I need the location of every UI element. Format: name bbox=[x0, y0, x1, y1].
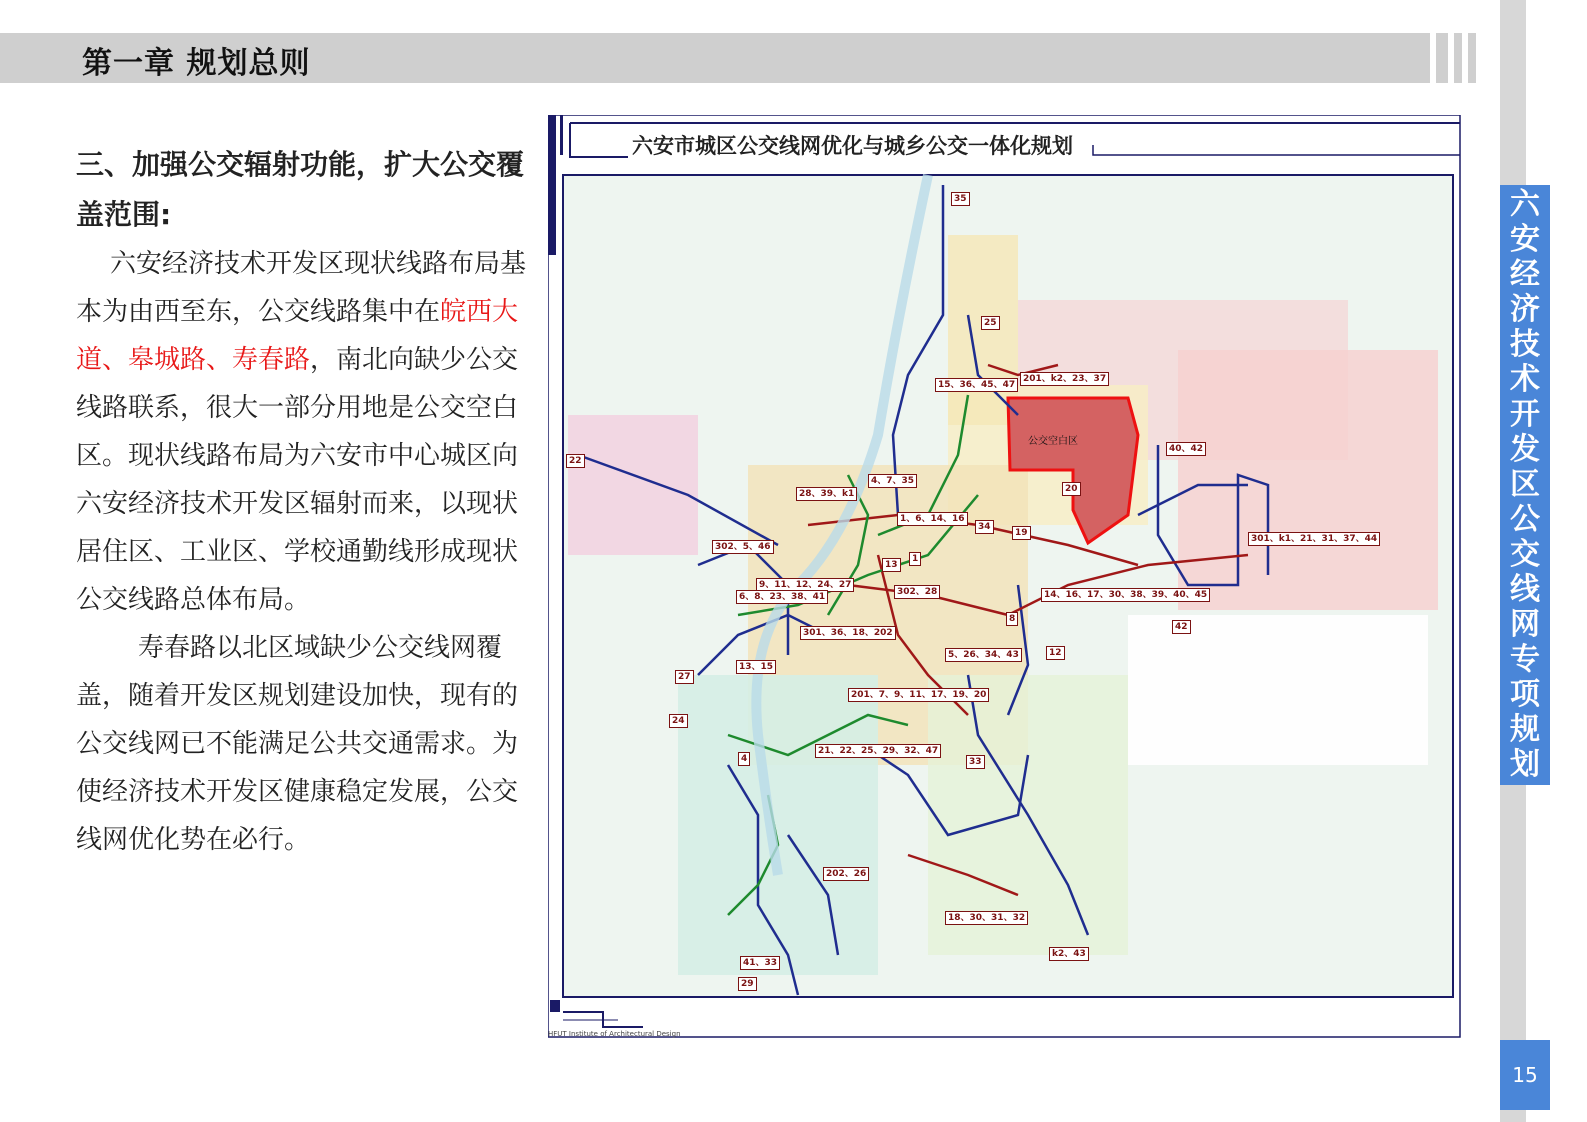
route-label: 21、22、25、29、32、47 bbox=[815, 744, 941, 758]
route-label: 29 bbox=[738, 977, 757, 991]
route-label: 40、42 bbox=[1166, 442, 1206, 456]
sidebar-title-char: 线 bbox=[1510, 572, 1540, 607]
map-title: 六安市城区公交线网优化与城乡公交一体化规划 bbox=[632, 134, 1073, 158]
highlight-roads: 皖西大道、皋城路、寿春路 bbox=[76, 297, 519, 375]
route-label: 201、7、9、11、17、19、20 bbox=[848, 688, 989, 702]
header-stripe bbox=[1454, 33, 1462, 83]
sidebar-title-char: 术 bbox=[1510, 362, 1540, 397]
sidebar-title-char: 技 bbox=[1510, 327, 1540, 362]
sidebar-title-char: 规 bbox=[1510, 712, 1540, 747]
route-label: 13、15 bbox=[736, 660, 776, 674]
map-credit: HFUT Institute of Architectural Design bbox=[548, 1030, 681, 1038]
route-label: 28、39、k1 bbox=[796, 487, 857, 501]
header-stripe bbox=[1468, 33, 1476, 83]
map-canvas bbox=[548, 115, 1473, 1040]
sidebar-vertical-title bbox=[1500, 187, 1550, 782]
bus-network-map bbox=[548, 115, 1473, 1040]
route-label: 202、26 bbox=[823, 867, 869, 881]
route-label: 24 bbox=[669, 714, 688, 728]
route-label: 301、36、18、202 bbox=[800, 626, 896, 640]
sidebar-title-char: 划 bbox=[1510, 747, 1540, 782]
route-label: 42 bbox=[1172, 620, 1191, 634]
sidebar-title-char: 济 bbox=[1510, 292, 1540, 327]
sidebar-title-char: 交 bbox=[1510, 537, 1540, 572]
paragraph-2: 寿春路以北区域缺少公交线网覆盖，随着开发区规划建设加快，现有的公交线网已不能满足公共交通需求。为使经济技术开发区健康稳定发展，公交线网优化势在必行。 bbox=[76, 633, 519, 855]
route-label: 302、5、46 bbox=[712, 540, 774, 554]
route-label: k2、43 bbox=[1049, 947, 1089, 961]
route-label: 6、8、23、38、41 bbox=[736, 590, 828, 604]
sidebar-title-char: 开 bbox=[1510, 397, 1540, 432]
sidebar-title-char: 项 bbox=[1510, 677, 1540, 712]
route-label: 1 bbox=[909, 552, 921, 566]
route-label: 18、30、31、32 bbox=[945, 911, 1028, 925]
sidebar-title-char: 区 bbox=[1510, 467, 1540, 502]
section-heading: 三、加强公交辐射功能，扩大公交覆盖范围: bbox=[76, 148, 525, 231]
route-label: 35 bbox=[951, 192, 970, 206]
body-text bbox=[76, 140, 538, 864]
route-label: 13 bbox=[882, 558, 901, 572]
route-label: 302、28 bbox=[894, 585, 940, 599]
route-label: 20 bbox=[1062, 482, 1081, 496]
sidebar-title-char: 公 bbox=[1510, 502, 1540, 537]
route-label: 22 bbox=[566, 454, 585, 468]
route-label: 15、36、45、47 bbox=[935, 378, 1018, 392]
sidebar-title-char: 网 bbox=[1510, 607, 1540, 642]
route-label: 301、k1、21、31、37、44 bbox=[1248, 532, 1380, 546]
route-label: 25 bbox=[981, 316, 1000, 330]
route-label: 14、16、17、30、38、39、40、45 bbox=[1041, 588, 1210, 602]
route-label: 34 bbox=[975, 520, 994, 534]
page-number: 15 bbox=[1500, 1040, 1550, 1110]
route-label: 19 bbox=[1012, 526, 1031, 540]
sidebar-title-char: 安 bbox=[1510, 222, 1540, 257]
header-stripe bbox=[1436, 33, 1448, 83]
route-label: 1、6、14、16 bbox=[897, 512, 968, 526]
route-label: 12 bbox=[1046, 646, 1065, 660]
sidebar-title-char: 六 bbox=[1510, 187, 1540, 222]
route-label: 8 bbox=[1006, 612, 1018, 626]
route-label: 4、7、35 bbox=[868, 474, 917, 488]
route-label: 9、11、12、24、27 bbox=[756, 578, 854, 592]
route-label: 5、26、34、43 bbox=[945, 648, 1022, 662]
sidebar-title-char: 发 bbox=[1510, 432, 1540, 467]
route-label: 201、k2、23、37 bbox=[1020, 372, 1109, 386]
route-label: 33 bbox=[966, 755, 985, 769]
paragraph-1: 六安经济技术开发区现状线路布局基本为由西至东，公交线路集中在皖西大道、皋城路、寿春路，南北向缺少公交线路联系，很大一部分用地是公交空白区。现状线路布局为六安市中心城区向六安经济技术开发区辐射而来，以现状居住区、工业区、学校通勤线形成现状公交线路总体布局。 bbox=[76, 249, 527, 615]
route-label: 27 bbox=[675, 670, 694, 684]
route-label: 41、33 bbox=[740, 956, 780, 970]
sidebar-title-char: 经 bbox=[1510, 257, 1540, 292]
sidebar-title-char: 专 bbox=[1510, 642, 1540, 677]
blank-zone-label: 公交空白区 bbox=[1028, 436, 1078, 447]
chapter-title: 第一章 规划总则 bbox=[82, 46, 311, 81]
route-label: 4 bbox=[738, 752, 750, 766]
